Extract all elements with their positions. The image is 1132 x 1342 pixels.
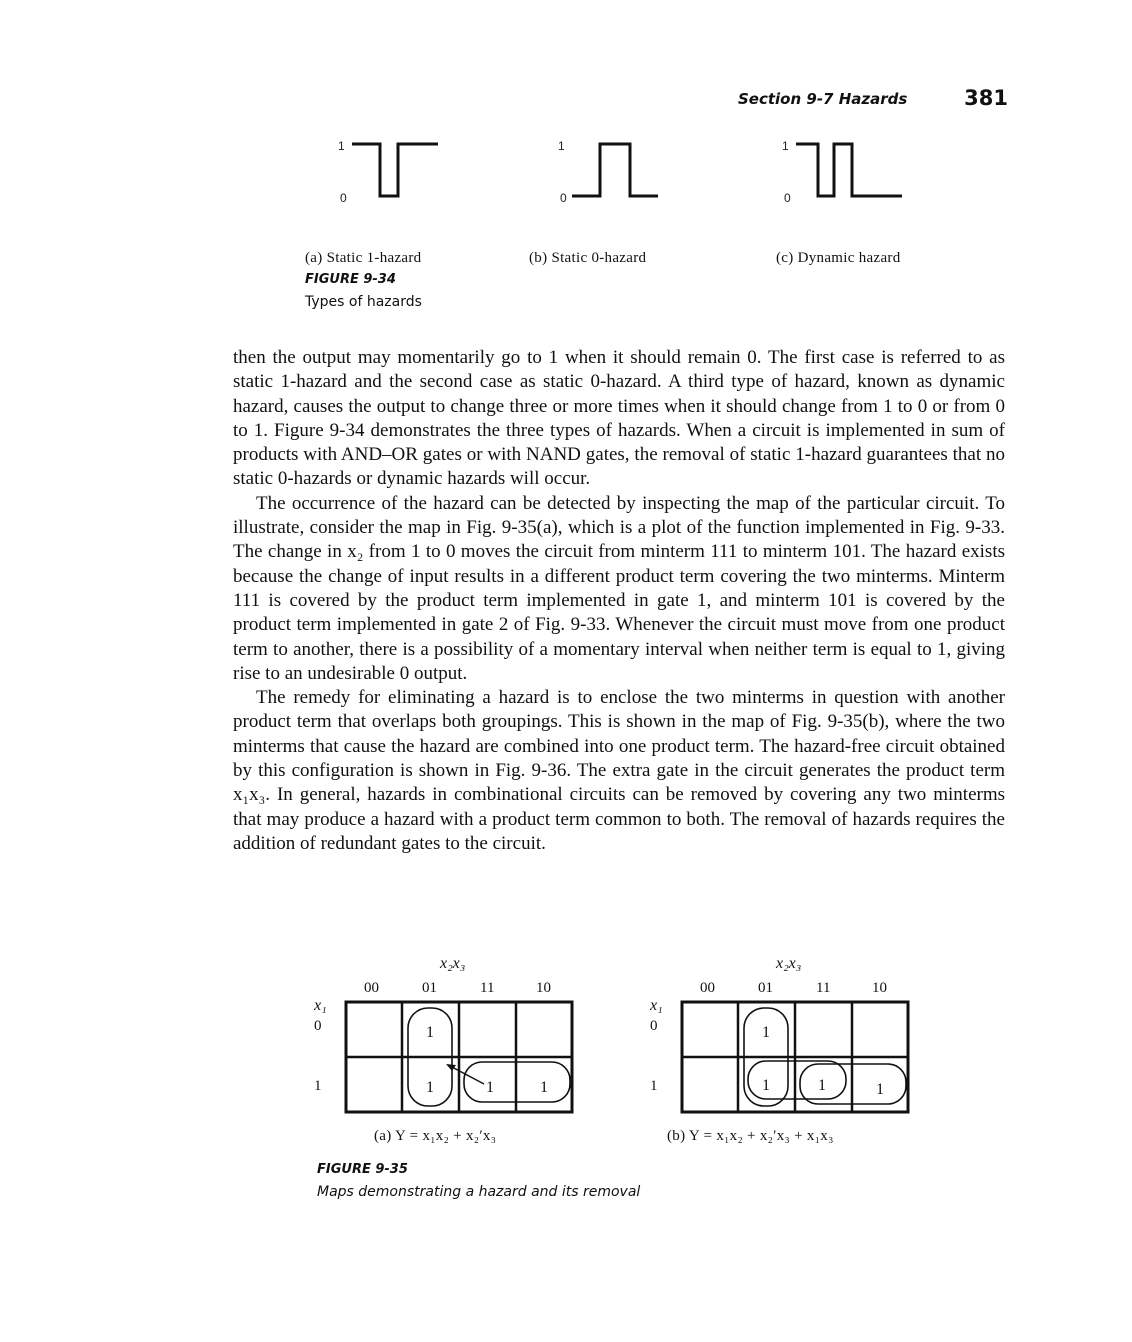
paragraph: The remedy for eliminating a hazard is to enclose the two minterms in question with another product term that overlaps both groupings. This is shown in the map of Fig. 9-35(b), where the two minterms that cause the hazard are combined into one product term. The hazard-free circuit obtained by this configuration is shown in Fig. 9-36. The extra gate in the circuit generates the product term x₁x₃. In general, hazards in combinational circuits can be removed by covering any two minterms that may produce a hazard with a product term common to both. The removal of hazards requires the addition of redundant gates to the circuit. [233, 687, 1005, 854]
column-label: 11 [480, 980, 495, 996]
waveform-line [796, 144, 902, 196]
column-label: 10 [536, 980, 551, 996]
map-cell: 1 [876, 1081, 884, 1098]
page-number: 381 [964, 86, 1008, 110]
waveform-line [352, 144, 438, 196]
waveform-caption-a: (a) Static 1-hazard [305, 250, 422, 266]
waveform-caption-b: (b) Static 0-hazard [529, 250, 647, 266]
wave-low-label: 0 [340, 191, 347, 205]
section-title: Section 9-7 Hazards [738, 90, 908, 108]
paragraph: then the output may momentarily go to 1 when it should remain 0. The first case is referred to as static 1-hazard and the second case as static 0-hazard. A third type of hazard, known as dynamic hazard, causes the output to change three or more times when it should change from 1 to 0 or from 0 to 1. Figure 9-34 demonstrates the three types of hazards. When a circuit is implemented in sum of products with AND–OR gates or with NAND gates, the removal of static 1-hazard guarantees that no static 0-hazards or dynamic hazards will occur. [233, 347, 1005, 490]
waveform-dynamic-hazard [782, 136, 902, 214]
column-label: 01 [758, 980, 773, 996]
map-cell: 1 [762, 1077, 770, 1094]
row-label: 1 [314, 1078, 322, 1094]
map-cell: 1 [762, 1024, 770, 1041]
map-column-variable: x₂x₃ [440, 955, 466, 972]
map-cell: 1 [486, 1079, 494, 1096]
column-label: 11 [816, 980, 831, 996]
waveform-caption-c: (c) Dynamic hazard [776, 250, 901, 266]
waveform-static-0-hazard [558, 136, 678, 214]
body-text [233, 346, 1005, 856]
map-row-variable: x₁ [650, 997, 663, 1014]
map-cell: 1 [426, 1024, 434, 1041]
row-label: 1 [650, 1078, 658, 1094]
wave-high-label: 1 [338, 139, 345, 153]
wave-high-label: 1 [558, 139, 565, 153]
wave-low-label: 0 [560, 191, 567, 205]
column-label: 10 [872, 980, 887, 996]
running-header [738, 86, 1010, 112]
map-caption-b: (b) Y = x₁x₂ + x₂′x₃ + x₁x₃ [667, 1128, 834, 1144]
map-cell: 1 [426, 1079, 434, 1096]
arrow-head-icon [446, 1064, 456, 1071]
row-label: 0 [314, 1018, 322, 1034]
figure-label: FIGURE 9-35 [317, 1162, 408, 1177]
map-cell: 1 [540, 1079, 548, 1096]
karnaugh-map-a [306, 950, 596, 1125]
map-row-variable: x₁ [314, 997, 327, 1014]
figure-title: Maps demonstrating a hazard and its removal [317, 1184, 641, 1200]
row-label: 0 [650, 1018, 658, 1034]
waveform-line [572, 144, 658, 196]
map-caption-a: (a) Y = x₁x₂ + x₂′x₃ [374, 1128, 497, 1144]
waveform-static-1-hazard [338, 136, 458, 214]
paragraph: The occurrence of the hazard can be detected by inspecting the map of the particular circuit. To illustrate, consider the map in Fig. 9-35(a), which is a plot of the function implemented in Fig. 9-33. The change in x₂ from 1 to 0 moves the circuit from minterm 111 to minterm 101. The hazard exists because the change of input results in a different product term covering the two minterms. Minterm 111 is covered by the product term implemented in gate 1, and minterm 101 is covered by the product term implemented in gate 2 of Fig. 9-33. Whenever the circuit must move from one product term to another, there is a possibility of a momentary interval when neither term is equal to 1, giving rise to an undesirable 0 output. [233, 492, 1005, 684]
karnaugh-map-b [642, 950, 932, 1125]
wave-low-label: 0 [784, 191, 791, 205]
figure-label: FIGURE 9-34 [305, 272, 396, 287]
wave-high-label: 1 [782, 139, 789, 153]
column-label: 01 [422, 980, 437, 996]
column-label: 00 [364, 980, 379, 996]
map-cell: 1 [818, 1077, 826, 1094]
column-label: 00 [700, 980, 715, 996]
map-column-variable: x₂x₃ [776, 955, 802, 972]
figure-title: Types of hazards [305, 294, 422, 310]
